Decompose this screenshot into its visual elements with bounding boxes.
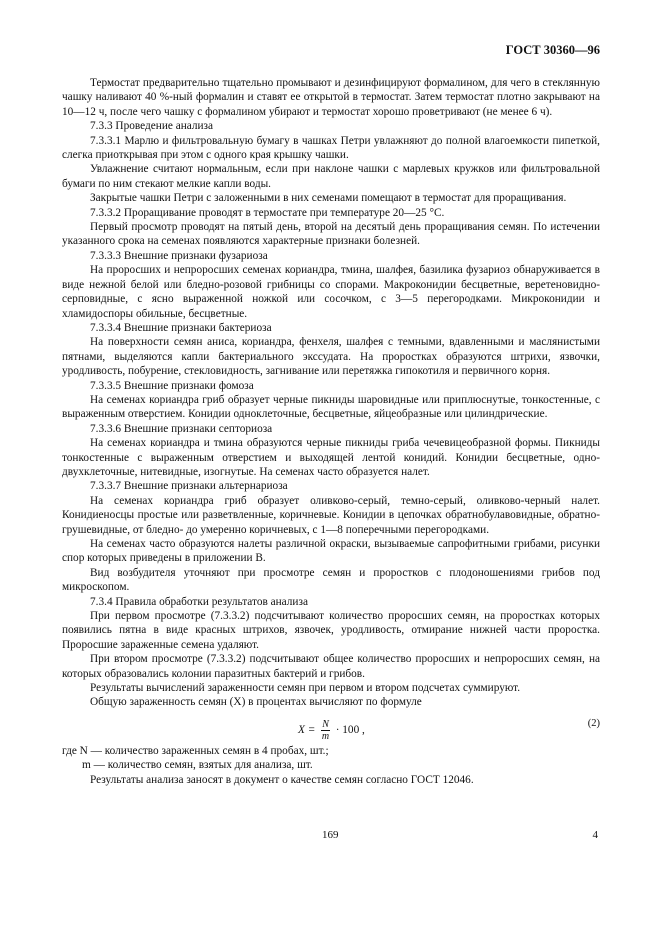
doc-code-header: ГОСТ 30360—96 (505, 43, 600, 57)
formula-rhs: · 100 , (335, 723, 365, 736)
section-heading: 7.3.3.7 Внешние признаки альтернариоза (90, 480, 288, 493)
paragraph: 7.3.3.2 Проращивание проводят в термостате при температуре 20—25 °С. (90, 206, 445, 219)
paragraph: Увлажнение считают нормальным, если при наклоне чашки с марлевых кружков или фильтровальной бумаги по ним стекают мелкие капли воды. (62, 163, 600, 190)
paragraph: На семенах часто образуются налеты различной окраски, вызываемые сапрофитными грибами, рисунки спор которых приведены в приложении В. (62, 538, 600, 565)
formula-numerator: N (322, 718, 329, 730)
paragraph: Вид возбудителя уточняют при просмотре семян и проростков с плодоношениями грибов под микроскопом. (62, 566, 600, 594)
section-heading: 7.3.3.5 Внешние признаки фомоза (90, 379, 254, 392)
paragraph: При первом просмотре (7.3.3.2) подсчитывают количество проросших семян, на проростках которых появились пятна в виде красных штрихов, язвочек, уродливость, отмирание нижней части проростка. Проросшие зараженные семена удаляют. (62, 610, 600, 651)
document-body (62, 76, 600, 787)
section-heading: 7.3.3.3 Внешние признаки фузариоза (90, 249, 268, 262)
section-heading: 7.3.3.6 Внешние признаки септориоза (90, 422, 273, 435)
paragraph: На поверхности семян аниса, кориандра, фенхеля, шалфея с темными, вдавленными и маслянистыми пятнами, выделяются капли бактериального экссудата. На проростках образуются штрихи, язвочки, уродливость, побурение, стекловидность, загнивание или перетяжка гипокотиля и первичного корня. (62, 336, 600, 378)
formula-denominator: m (321, 730, 330, 742)
paragraph: На семенах кориандра гриб образует оливково-серый, темно-серый, оливково-черный налет. Конидиеносцы простые или разветвленные, коричневые. Конидии в цепочках обратнобулавовидные, обратно-грушевидные, от бледно- до умеренно коричневых, с 1—8 поперечными перегородками. (62, 494, 600, 536)
paragraph: Результаты анализа заносят в документ о качестве семян согласно ГОСТ 12046. (90, 773, 474, 786)
sheet-number: 4 (592, 829, 598, 841)
paragraph: При втором просмотре (7.3.3.2) подсчитывают общее количество проросших и непроросших семян, на которых образовались колонии паразитных бактерий и грибов. (62, 653, 600, 680)
variable-definition: m — количество семян, взятых для анализа, шт. (82, 759, 313, 772)
paragraph: На проросших и непроросших семенах кориандра, тмина, шалфея, базилика фузариоз обнаруживается в виде нежной белой или бледно-розовой грибницы со спорами. Макроконидии бесцветные, веретеновидно-серповидные, с ясно выраженной ножкой или сосочком, с 3—5 перегородками. Микроконидии и хламидоспоры обильные, бесцветные. (62, 264, 600, 320)
formula-intro: Общую зараженность семян (X) в процентах вычисляют по формуле (90, 696, 422, 709)
paragraph: На семенах кориандра гриб образует черные пикниды шаровидные или приплюснутые, тонкостенные, с выраженным отверстием. Конидии одноклеточные, бесцветные, яйцеобразные или цилиндрические. (62, 393, 600, 421)
paragraph: Закрытые чашки Петри с заложенными в них семенами помещают в термостат для проращивания. (90, 192, 567, 205)
paragraph: На семенах кориандра и тмина образуются черные пикниды гриба чечевицеобразной формы. Пикниды тонкостенные с выраженным отверстием и выходящей лентой конидий. Конидии бесцветные, одно-двухклеточные, нитевидные, изогнутые. На семенах часто образуется налет. (62, 437, 600, 478)
paragraph: Первый просмотр проводят на пятый день, второй на десятый день проращивания семян. По истечении указанного срока на семенах появляются характерные признаки болезней. (62, 221, 600, 248)
paragraph: 7.3.3.1 Марлю и фильтровальную бумагу в чашках Петри увлажняют до полной влагоемкости пипеткой, слегка приоткрывая при этом с одного края крышку чашки. (62, 134, 600, 162)
section-heading: 7.3.4 Правила обработки результатов анализа (90, 595, 308, 608)
section-heading: 7.3.3 Проведение анализа (90, 120, 214, 133)
paragraph: Результаты вычислений зараженности семян при первом и втором подсчетах суммируют. (90, 682, 521, 695)
paragraph: Термостат предварительно тщательно промывают и дезинфицируют формалином, для чего в стеклянную чашку наливают 40 %-ный формалин и ставят ее открытой в термостат. Затем термостат плотно закрывают на 10—12 ч, после чего чашку с формалином убирают и термостат хорошо проветривают (не менее 6 ч). (62, 77, 600, 118)
section-heading: 7.3.3.4 Внешние признаки бактериоза (90, 321, 272, 334)
formula-block (62, 712, 600, 742)
formula-expression (298, 719, 365, 742)
formula-fraction (321, 719, 330, 742)
formula-number: (2) (587, 717, 600, 729)
page-number: 169 (322, 829, 339, 841)
variable-definition: где N — количество зараженных семян в 4 пробах, шт.; (62, 744, 329, 757)
formula-lhs: X = (298, 723, 316, 736)
